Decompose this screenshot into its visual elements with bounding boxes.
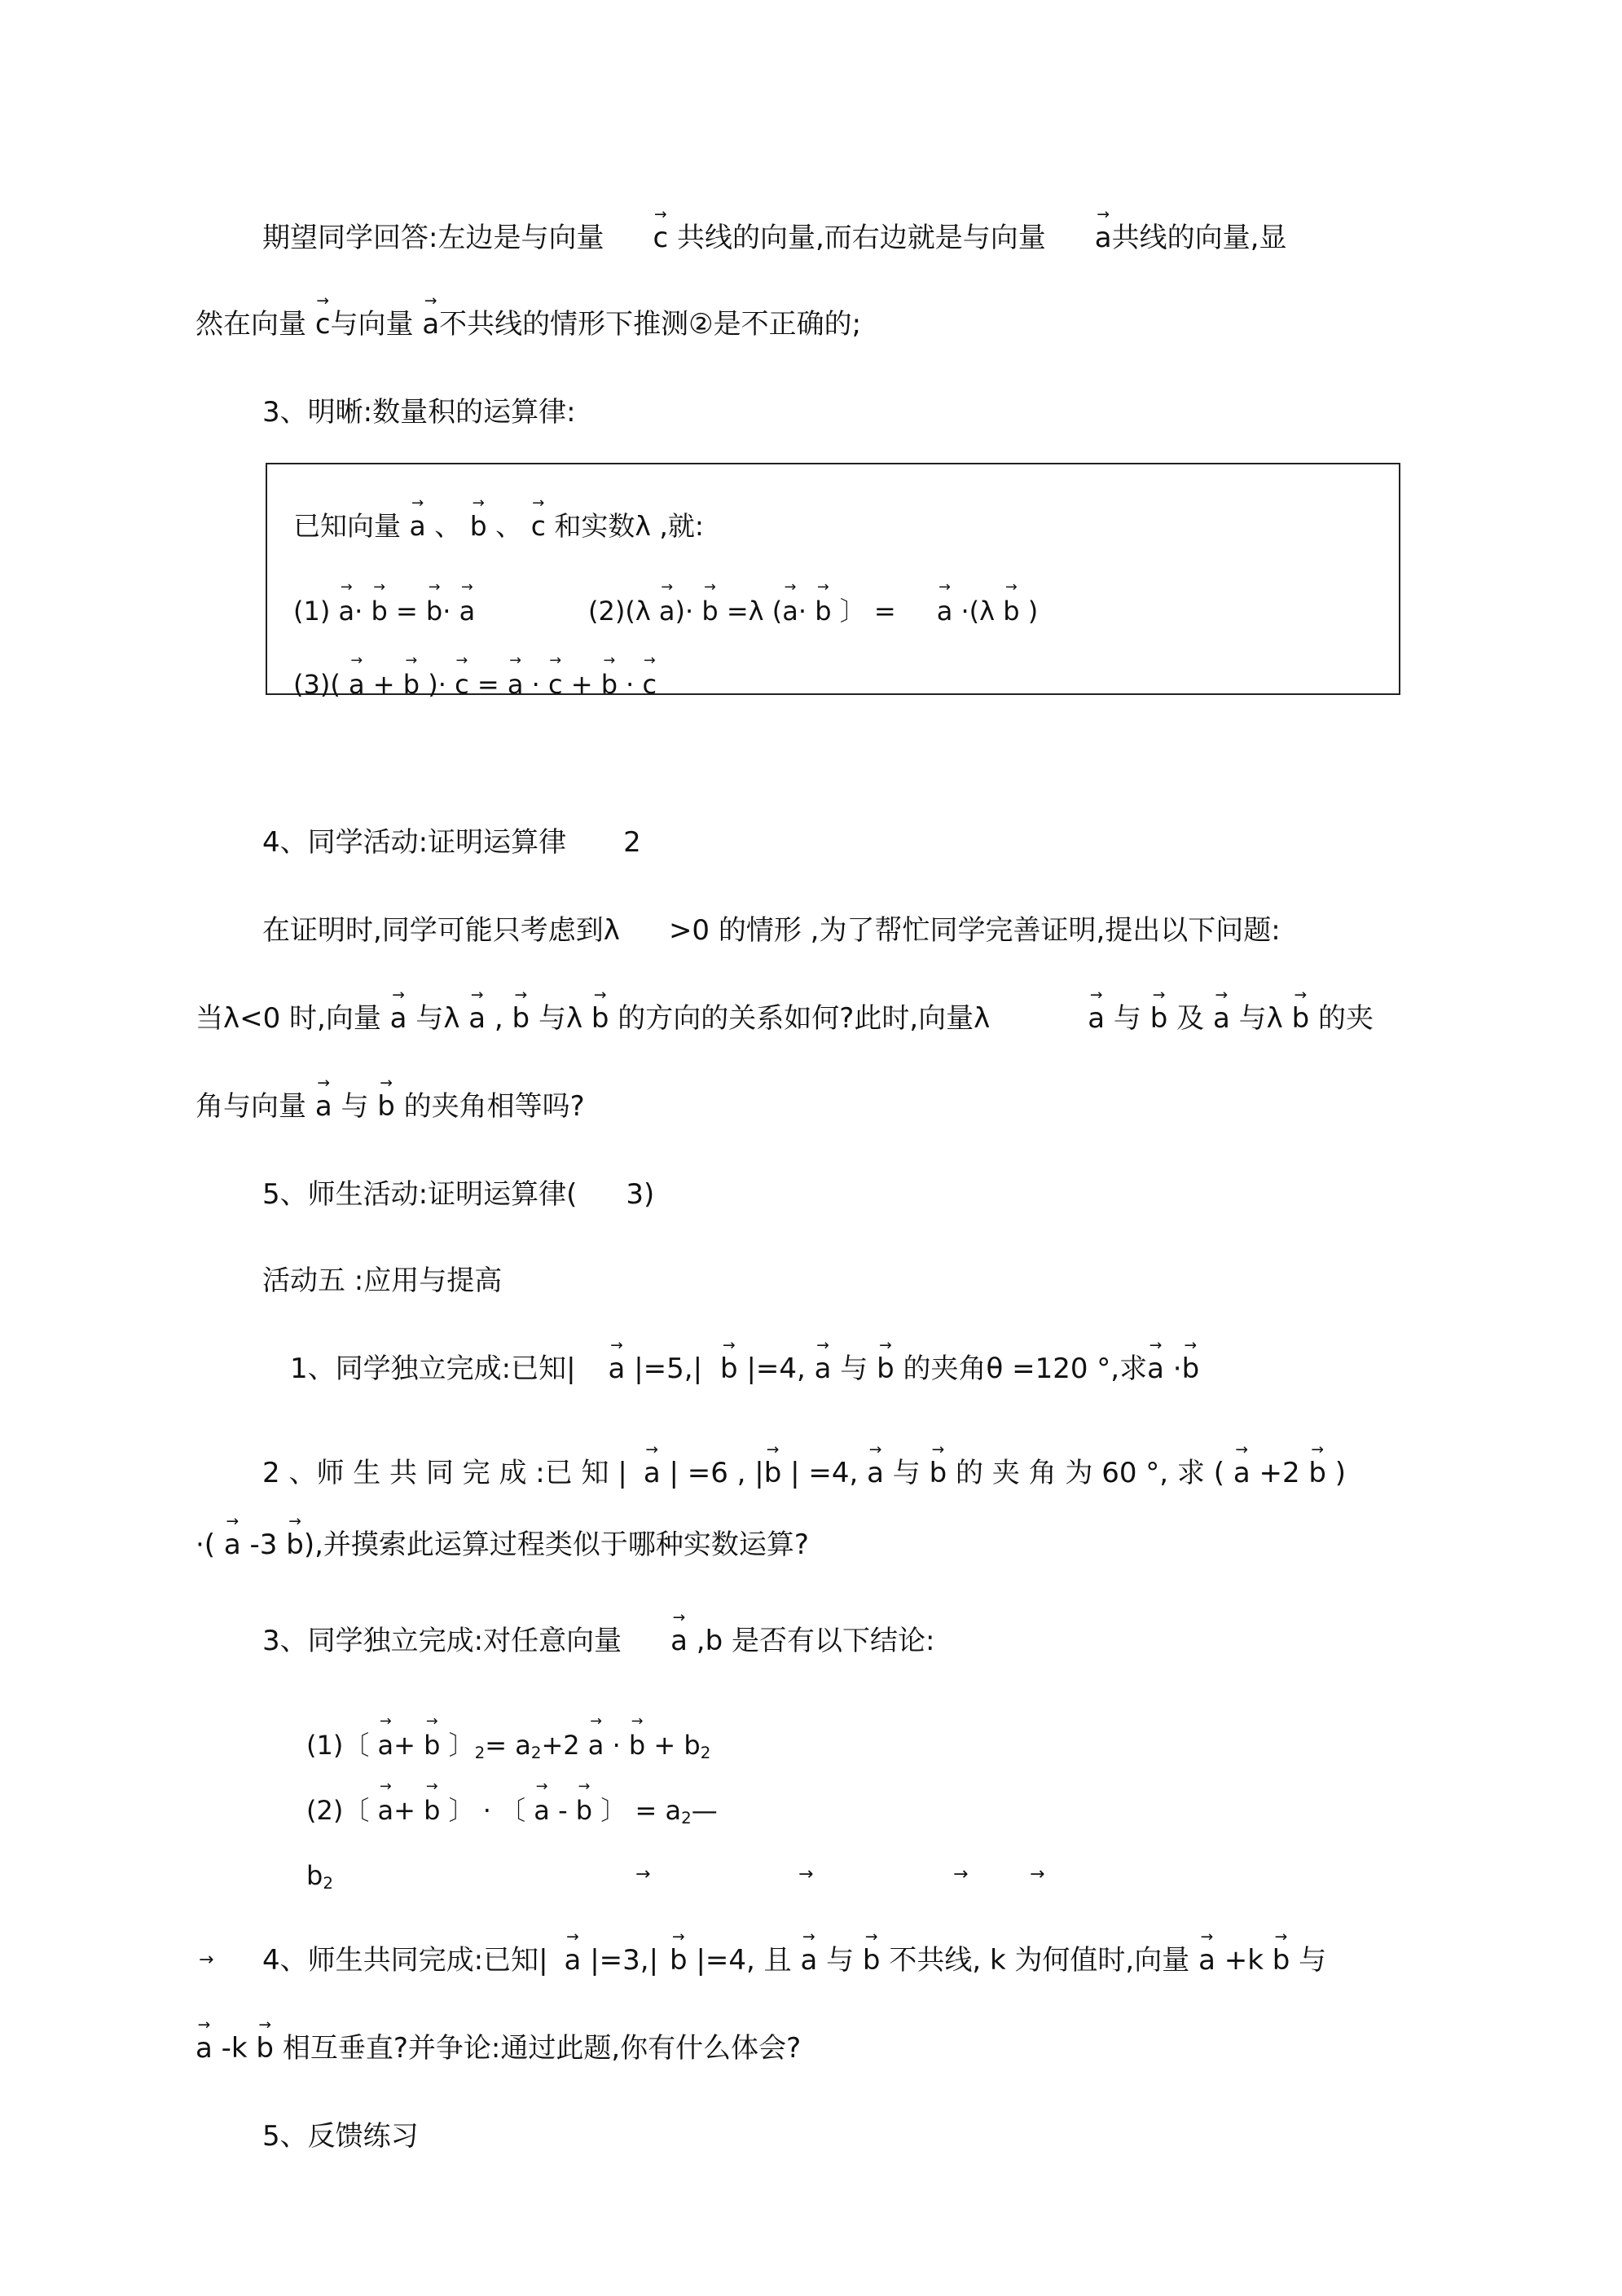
vector-b: → b [371, 592, 387, 631]
vector-b: → b [764, 1454, 782, 1493]
vector-a: → a [315, 1087, 332, 1126]
activity-heading: 活动五 :应用与提高 [262, 1265, 503, 1297]
paragraph-line: 然在向量 → c与向量 → a不共线的情形下推测②是不正确的; [196, 305, 861, 344]
vector-a: → a [410, 507, 426, 546]
paragraph-line: 期望同学回答:左边是与向量→ c 共线的向量,而右边就是与向量→ a共线的向量,显 [262, 218, 1286, 257]
vector-b: → b [1182, 1349, 1200, 1388]
conclusion-2: (2)〔 → a+ → b 〕 · 〔 → a - → b 〕 = $a_2—$ [306, 1791, 718, 1838]
arrow-mark: → [199, 1950, 214, 1970]
vector-b: → b [930, 1454, 947, 1493]
vector-a: → a [468, 999, 486, 1038]
vector-c: → c [643, 665, 657, 704]
vector-a: → a [867, 1454, 884, 1493]
vector-b: → b [815, 592, 831, 631]
vector-c: → c [653, 218, 668, 257]
conclusion-2-continued: $b_2$ [306, 1860, 333, 1893]
section-heading: 5、师生活动:证明运算律( 3) [262, 1178, 655, 1211]
vector-c: → c [531, 507, 546, 546]
vector-a: → a [1213, 999, 1230, 1038]
vector-b: → b [591, 999, 609, 1038]
vector-a: → a [339, 592, 355, 631]
vector-a: → a [565, 1941, 582, 1980]
vector-b: → b [286, 1525, 304, 1564]
vector-b: → b [512, 999, 530, 1038]
vector-a: → a [378, 1791, 394, 1830]
vector-b: → b [701, 592, 718, 631]
vector-a: → a [937, 592, 953, 631]
vector-b: → b [426, 592, 442, 631]
vector-b: → b [377, 1087, 395, 1126]
vector-a: → a [800, 1941, 817, 1980]
vector-b: → b [1150, 999, 1168, 1038]
vector-b: → b [256, 2029, 274, 2068]
vector-a: → a [670, 1621, 688, 1660]
law-2: (2)(λ → a)· → b =λ (→ a· → b 〕 =→ a ·(λ → b ) [588, 592, 1038, 631]
box-intro: 已知向量 → a 、 → b 、 → c 和实数λ ,就: [293, 507, 704, 546]
vector-a: → a [1095, 218, 1112, 257]
paragraph-line: ·( → a -3 → b),并摸索此运算过程类似于哪种实数运算? [196, 1525, 809, 1564]
vector-a: → a [815, 1349, 832, 1388]
vector-a: → a [378, 1726, 394, 1765]
vector-a: → a [1147, 1349, 1164, 1388]
vector-b: → b [576, 1791, 592, 1830]
vector-b: → b [601, 665, 618, 704]
vector-c: → c [315, 305, 331, 344]
vector-a: → a [224, 1525, 241, 1564]
vector-b: → b [1003, 592, 1019, 631]
vector-a: → a [390, 999, 407, 1038]
arrow-mark: → [953, 1864, 969, 1885]
vector-b: → b [720, 1349, 738, 1388]
vector-a: → a [508, 665, 524, 704]
law-1: (1) → a· → b = → b· → a [293, 592, 475, 631]
question-4: 4、师生共同完成:已知|→ a |=3,|→ b |=4, 且 → a 与 → b 不共线, k 为何值时,向量 → a +k → b 与 [262, 1941, 1326, 1980]
vector-a: → a [1233, 1454, 1251, 1493]
vector-b: → b [470, 507, 487, 546]
vector-b: → b [1292, 999, 1310, 1038]
vector-b: → b [424, 1726, 440, 1765]
vector-b: → b [629, 1726, 645, 1765]
law-3: (3)( → a + → b )· → c = → a · → c + → b · → c [293, 665, 657, 704]
vector-b: → b [424, 1791, 440, 1830]
vector-b: → b [1273, 1941, 1290, 1980]
section-heading: 3、明晰:数量积的运算律: [262, 396, 576, 429]
paragraph-line: 在证明时,同学可能只考虑到λ >0 的情形 ,为了帮忙同学完善证明,提出以下问题: [262, 914, 1281, 947]
vector-b: → b [670, 1941, 688, 1980]
vector-a: → a [782, 592, 798, 631]
vector-a: → a [349, 665, 365, 704]
paragraph-line: 角与向量 → a 与 → b 的夹角相等吗? [196, 1087, 585, 1126]
vector-a: → a [644, 1454, 661, 1493]
arrow-mark: → [635, 1864, 651, 1885]
vector-a: → a [459, 592, 476, 631]
vector-b: → b [877, 1349, 895, 1388]
question-1: 1、同学独立完成:已知|→ a |=5,|→ b |=4, → a 与 → b 的夹角θ =120 °,求→ a ·→ b [290, 1349, 1199, 1388]
vector-b: → b [403, 665, 420, 704]
vector-b: → b [863, 1941, 881, 1980]
section-heading: 4、同学活动:证明运算律 2 [262, 826, 641, 859]
arrow-mark: → [1030, 1864, 1045, 1885]
vector-a: → a [1198, 1941, 1215, 1980]
vector-a: → a [609, 1349, 626, 1388]
vector-a: → a [588, 1726, 604, 1765]
arrow-mark: → [798, 1864, 814, 1885]
vector-a: → a [534, 1791, 550, 1830]
vector-c: → c [455, 665, 469, 704]
conclusion-1: (1)〔 → a+ → b 〕$_2= a_2+2 \to a$ · → $b + b_2$ [306, 1726, 710, 1773]
vector-b: → b [1308, 1454, 1326, 1493]
vector-a: → a [659, 592, 675, 631]
section-heading: 5、反馈练习 [262, 2120, 419, 2153]
paragraph-line: 当λ<0 时,向量 → a 与λ → a , → b 与λ → b 的方向的关系如何?此时,向量λ→ a 与 → b 及 → a 与λ → b 的夹 [196, 999, 1374, 1038]
question-3: 3、同学独立完成:对任意向量→ a ,b 是否有以下结论: [262, 1621, 934, 1660]
vector-a: → a [1088, 999, 1105, 1038]
paragraph-line: → a -k → b 相互垂直?并争论:通过此题,你有什么体会? [196, 2029, 801, 2068]
question-2: 2 、师 生 共 同 完 成 :已 知 |→ a | =6 , |→ b | =4, → a 与 → b 的 夹 角 为 60 °, 求 ( → a +2 → b ) [262, 1454, 1346, 1493]
vector-c: → c [548, 665, 563, 704]
vector-a: → a [422, 305, 439, 344]
vector-a: → a [196, 2029, 213, 2068]
